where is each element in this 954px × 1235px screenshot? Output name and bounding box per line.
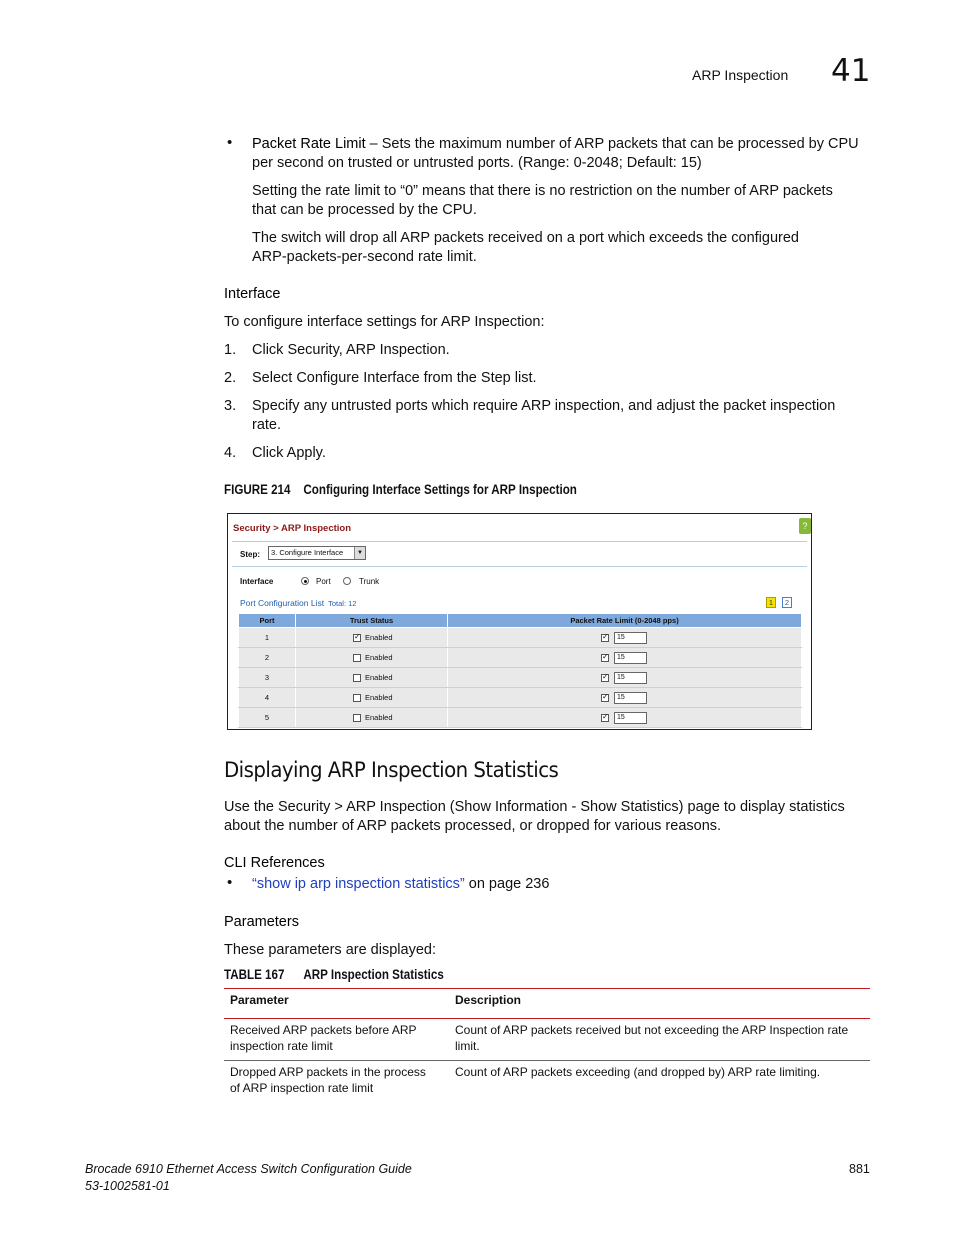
trust-status-checkbox[interactable]	[353, 634, 361, 642]
footer-page-number: 881	[849, 1162, 870, 1176]
breadcrumb-security[interactable]: Security	[233, 523, 271, 534]
port-config-list-title: Port Configuration List Total: 12	[240, 598, 357, 608]
trust-status-checkbox[interactable]	[353, 654, 361, 662]
trust-status-cell	[296, 688, 448, 708]
step-text: Specify any untrusted ports which require ARP inspection, and adjust the packet inspection rate.	[252, 398, 836, 433]
step-number: 2.	[224, 370, 237, 386]
page-button-1[interactable]: 1	[766, 597, 776, 608]
step-select[interactable]: 3. Configure Interface ▼	[268, 546, 366, 560]
rate-limit-input[interactable]: 15	[614, 672, 647, 684]
rate-limit-checkbox[interactable]	[601, 634, 609, 642]
cli-reference-link[interactable]: “show ip arp inspection statistics”	[252, 876, 465, 892]
list-total: Total: 12	[328, 599, 357, 608]
chapter-number: 41	[831, 53, 871, 89]
arp-stats-table	[224, 988, 870, 1101]
section-title: Displaying ARP Inspection Statistics	[224, 758, 559, 783]
interface-intro: To configure interface settings for ARP Inspection:	[224, 314, 545, 330]
footer-docnum: 53-1002581-01	[85, 1179, 170, 1193]
description-cell: Count of ARP packets exceeding (and dropped by) ARP rate limiting.	[455, 1065, 821, 1079]
table-row	[224, 1061, 870, 1101]
table-row	[239, 708, 802, 728]
rate-limit-checkbox[interactable]	[601, 674, 609, 682]
table-row	[224, 1019, 870, 1061]
bullet-packet-rate-limit: Packet Rate Limit – Sets the maximum number of ARP packets that can be processed by CPU per second on trusted or untrusted ports. (Range: 0-2048; Default: 15)	[252, 136, 859, 171]
trust-status-cell	[296, 628, 448, 648]
help-icon[interactable]: ?	[799, 518, 811, 534]
figure-caption	[224, 482, 577, 497]
table-row	[239, 688, 802, 708]
paragraph-rate-zero: Setting the rate limit to “0” means that there is no restriction on the number of ARP packets that can be processed by the CPU.	[252, 183, 833, 218]
port-cell: 2	[239, 648, 296, 668]
table-row	[239, 648, 802, 668]
column-header-parameter: Parameter	[230, 993, 289, 1007]
trust-status-checkbox[interactable]	[353, 674, 361, 682]
enabled-label: Enabled	[365, 693, 393, 703]
divider	[232, 566, 807, 567]
rate-limit-cell	[448, 668, 802, 688]
port-cell: 4	[239, 688, 296, 708]
description-cell: Count of ARP packets received but not exceeding the ARP Inspection rate limit.	[455, 1023, 849, 1053]
heading-cli-references: CLI References	[224, 855, 325, 871]
step-number: 4.	[224, 445, 237, 461]
rate-limit-checkbox[interactable]	[601, 694, 609, 702]
radio-port-label: Port	[316, 577, 331, 586]
trust-status-checkbox[interactable]	[353, 714, 361, 722]
enabled-label: Enabled	[365, 713, 393, 723]
step-number: 1.	[224, 342, 237, 358]
divider	[232, 541, 807, 542]
enabled-label: Enabled	[365, 673, 393, 683]
trust-status-cell	[296, 648, 448, 668]
table-row	[239, 668, 802, 688]
rate-limit-cell	[448, 688, 802, 708]
enabled-label: Enabled	[365, 633, 393, 643]
running-header-section: ARP Inspection	[692, 67, 789, 83]
rate-limit-input[interactable]: 15	[614, 652, 647, 664]
radio-trunk[interactable]	[343, 577, 351, 585]
step-text: Click Apply.	[252, 445, 326, 461]
rate-limit-input[interactable]: 15	[614, 632, 647, 644]
column-header-rate-limit: Packet Rate Limit (0-2048 pps)	[448, 614, 802, 628]
port-cell: 5	[239, 708, 296, 728]
step-text: Select Configure Interface from the Step list.	[252, 370, 537, 386]
figure-screenshot	[227, 513, 812, 730]
step-number: 3.	[224, 398, 237, 414]
rate-limit-checkbox[interactable]	[601, 714, 609, 722]
step-label: Step:	[240, 550, 260, 559]
rate-limit-cell	[448, 648, 802, 668]
trust-status-cell	[296, 708, 448, 728]
rate-limit-input[interactable]: 15	[614, 712, 647, 724]
breadcrumb-arp-inspection: ARP Inspection	[280, 523, 352, 534]
trust-status-cell	[296, 668, 448, 688]
breadcrumb: Security > ARP Inspection	[233, 523, 352, 534]
rate-limit-checkbox[interactable]	[601, 654, 609, 662]
footer-title: Brocade 6910 Ethernet Access Switch Configuration Guide	[85, 1162, 412, 1176]
parameter-cell: Dropped ARP packets in the process of ARP inspection rate limit	[230, 1065, 426, 1095]
parameter-cell: Received ARP packets before ARP inspection rate limit	[230, 1023, 417, 1053]
rate-limit-input[interactable]: 15	[614, 692, 647, 704]
enabled-label: Enabled	[365, 653, 393, 663]
column-header-port: Port	[239, 614, 296, 628]
heading-parameters: Parameters	[224, 914, 299, 930]
column-header-description: Description	[455, 993, 522, 1007]
rate-limit-cell	[448, 708, 802, 728]
figure-label: FIGURE 214	[224, 482, 291, 497]
heading-interface: Interface	[224, 286, 281, 302]
rate-limit-cell	[448, 628, 802, 648]
table-title: ARP Inspection Statistics	[303, 967, 444, 982]
trust-status-checkbox[interactable]	[353, 694, 361, 702]
radio-port[interactable]	[301, 577, 309, 585]
term-packet-rate-limit: Packet Rate Limit	[252, 136, 366, 152]
cli-reference-item: “show ip arp inspection statistics” on page 236	[252, 876, 550, 892]
table-caption	[224, 967, 444, 982]
paragraph-switch-drop: The switch will drop all ARP packets received on a port which exceeds the configured ARP-packets-per-second rate limit.	[252, 230, 799, 265]
port-cell: 3	[239, 668, 296, 688]
radio-trunk-label: Trunk	[359, 577, 380, 586]
page-button-2[interactable]: 2	[782, 597, 792, 608]
chevron-down-icon[interactable]: ▼	[354, 547, 365, 559]
bullet-dot: •	[227, 134, 233, 151]
interface-label: Interface	[240, 577, 274, 586]
step-text: Click Security, ARP Inspection.	[252, 342, 450, 358]
bullet-dot: •	[227, 874, 233, 891]
port-config-table	[238, 613, 802, 728]
table-row	[239, 628, 802, 648]
figure-title: Configuring Interface Settings for ARP Inspection	[303, 482, 577, 497]
column-header-trust-status: Trust Status	[296, 614, 448, 628]
port-cell: 1	[239, 628, 296, 648]
table-label: TABLE 167	[224, 967, 285, 982]
stats-intro: Use the Security > ARP Inspection (Show Information - Show Statistics) page to display statistics about the number of ARP packets processed, or dropped for various reasons.	[224, 799, 845, 834]
params-intro: These parameters are displayed:	[224, 942, 436, 958]
